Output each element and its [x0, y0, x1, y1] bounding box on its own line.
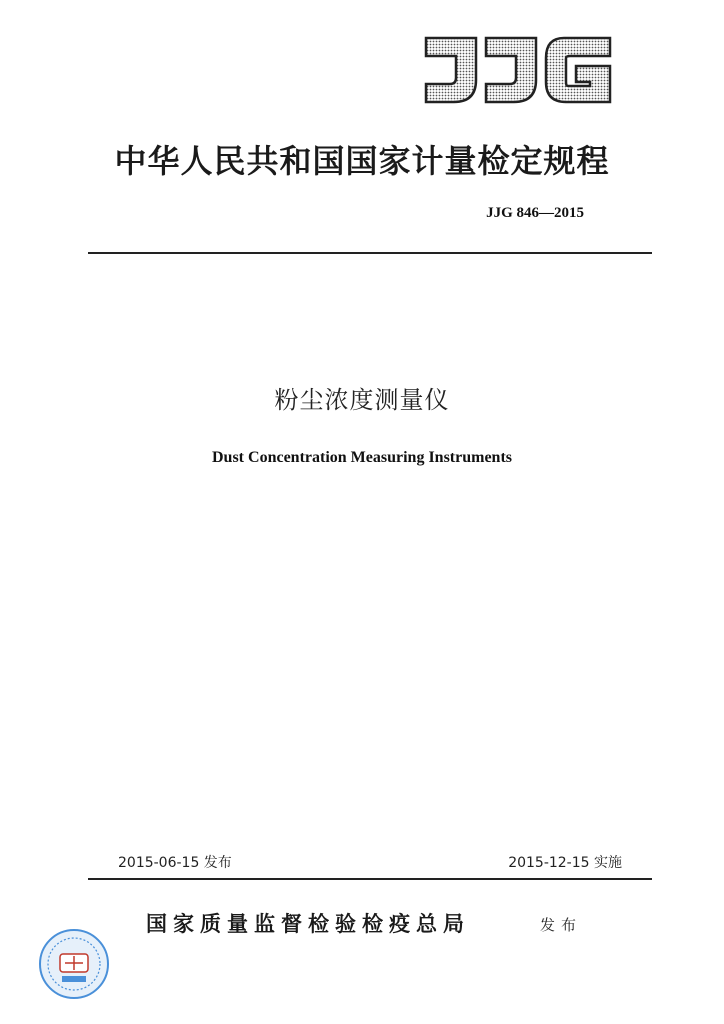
bottom-divider: [88, 878, 652, 880]
document-title-cn: 粉尘浓度测量仪: [274, 386, 450, 414]
issue-date: 2015-06-15 发布: [118, 855, 232, 871]
effective-date: 2015-12-15 实施: [508, 855, 622, 871]
standard-code: JJG 846—2015: [486, 205, 584, 221]
issuer-suffix: 发布: [540, 916, 583, 934]
issuer-name: 国家质量监督检验检疫总局: [146, 911, 470, 936]
authenticity-seal-icon: [38, 928, 110, 1000]
jjg-logo: [420, 34, 616, 108]
document-title-en: Dust Concentration Measuring Instruments: [212, 449, 512, 466]
main-title: 中华人民共和国国家计量检定规程: [114, 142, 610, 180]
top-divider: [88, 252, 652, 254]
